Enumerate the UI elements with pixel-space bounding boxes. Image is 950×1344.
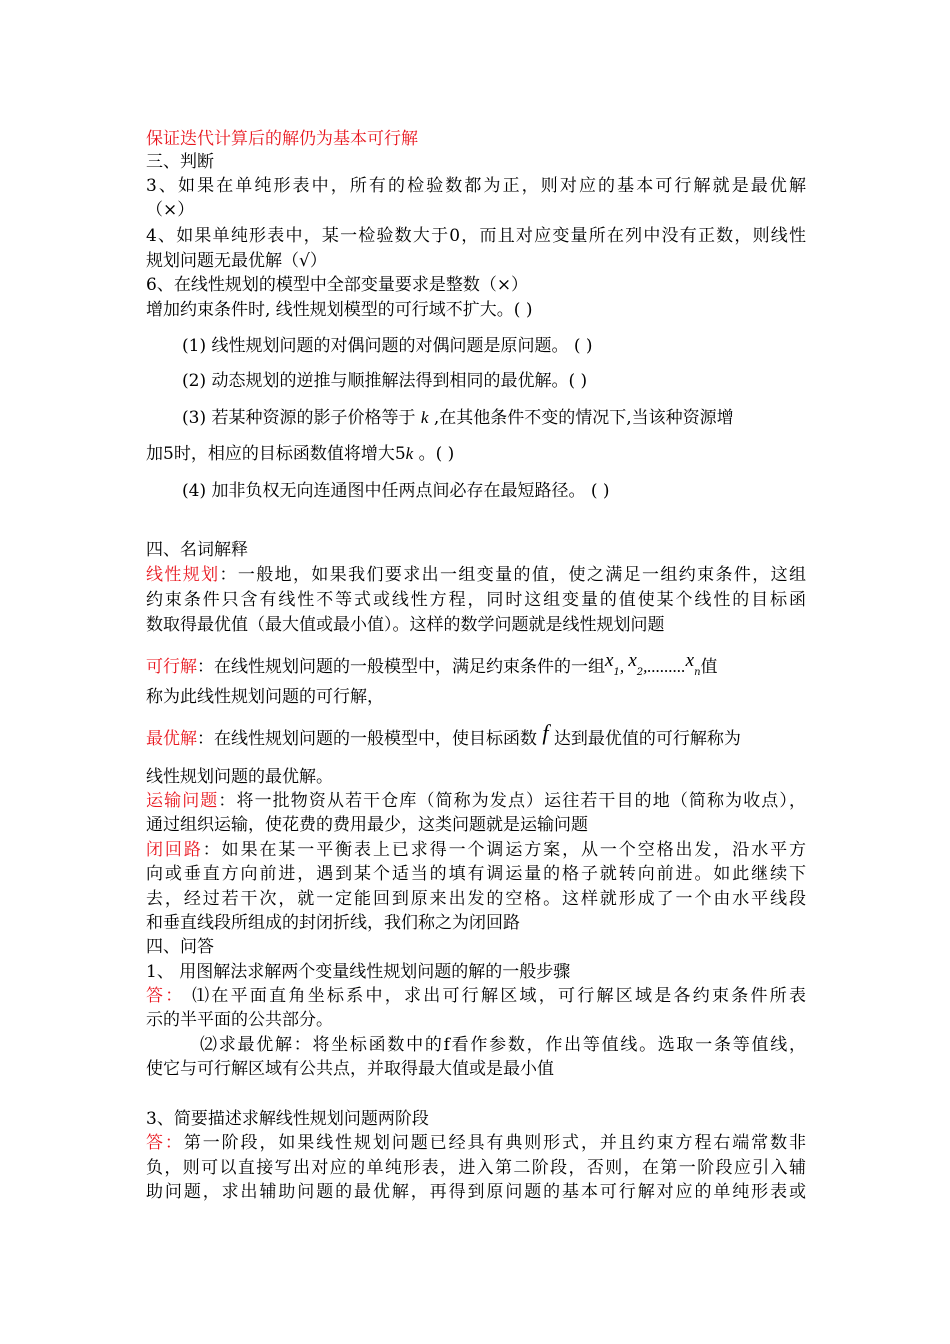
f-symbol: f: [542, 720, 549, 745]
term-transport-cont: 通过组织运输，使花费的费用最少，这类问题就是运输问题: [146, 815, 588, 835]
judge-sub-1: (1) 线性规划问题的对偶问题的对偶问题是原问题。 ( ): [182, 336, 593, 356]
term-label-optimal: 最优解: [146, 729, 197, 749]
judge-item-4-cont: 规划问题无最优解（√）: [146, 251, 327, 271]
k-symbol: k: [420, 408, 429, 427]
term-lp-cont1: 约束条件只含有线性不等式或线性方程，同时这组变量的值使某个线性的目标函: [146, 590, 806, 610]
section-heading-judge: 三、判断: [146, 152, 214, 172]
answer-red-line: 保证迭代计算后的解仍为基本可行解: [146, 129, 418, 149]
judge-sub-2: (2) 动态规划的逆推与顺推解法得到相同的最优解。( ): [182, 371, 588, 391]
term-lp: 线性规划：一般地，如果我们要求出一组变量的值，使之满足一组约束条件，这组: [146, 565, 807, 585]
judge-sub-3-cont: 加5时，相应的目标函数值将增大5k 。( ): [146, 444, 455, 464]
judge-item-constraint: 增加约束条件时, 线性规划模型的可行域不扩大。( ): [146, 300, 533, 320]
term-lp-cont2: 数取得最优值（最大值或最小值）。这样的数学问题就是线性规划问题: [146, 615, 665, 635]
qa-answer-3-cont1: 负，则可以直接写出对应的单纯形表，进入第二阶段，否则，在第一阶段应引入辅: [146, 1158, 806, 1178]
k-symbol: k: [405, 444, 414, 463]
qa-answer-3-cont2: 助问题，求出辅助问题的最优解，再得到原问题的基本可行解对应的单纯形表或: [146, 1182, 806, 1202]
term-label-feasible: 可行解: [146, 657, 197, 677]
judge-item-3: 3、如果在单纯形表中，所有的检验数都为正，则对应的基本可行解就是最优解: [146, 176, 806, 196]
answer-label: 答：: [146, 1133, 184, 1153]
term-loop-cont2: 去，经过若干次，就一定能回到原来出发的空格。这样就形成了一个由水平线段: [146, 889, 806, 909]
section-heading-terms: 四、名词解释: [146, 540, 248, 560]
qa-question-3: 3、简要描述求解线性规划问题两阶段: [146, 1109, 429, 1129]
term-loop-cont3: 和垂直线段所组成的封闭折线，我们称之为闭回路: [146, 913, 520, 933]
qa-answer-3: 答：第一阶段，如果线性规划问题已经具有典则形式，并且约束方程右端常数非: [146, 1133, 807, 1153]
section-heading-qa: 四、问答: [146, 937, 214, 957]
judge-sub-3: (3) 若某种资源的影子价格等于 k ,在其他条件不变的情况下,当该种资源增: [182, 408, 734, 428]
term-optimal: 最优解：在线性规划问题的一般模型中，使目标函数 f 达到最优值的可行解称为: [146, 720, 741, 749]
judge-sub-4: (4) 加非负权无向连通图中任两点间必存在最短路径。 ( ): [182, 481, 610, 501]
term-label-transport: 运输问题: [146, 791, 219, 811]
qa-answer-1: 答： ⑴在平面直角坐标系中，求出可行解区域，可行解区域是各约束条件所表: [146, 986, 807, 1006]
term-feasible: 可行解：在线性规划问题的一般模型中，满足约束条件的一组$x_1$, $x_2,.........x_n$值: [146, 650, 718, 678]
judge-item-6: 6、在线性规划的模型中全部变量要求是整数（×）: [146, 275, 529, 295]
term-label-lp: 线性规划: [146, 565, 220, 585]
qa-question-1: 1、 用图解法求解两个变量线性规划问题的解的一般步骤: [146, 962, 571, 982]
qa-answer-1-step2-cont: 使它与可行解区域有公共点，并取得最大值或是最小值: [146, 1059, 554, 1079]
term-transport: 运输问题：将一批物资从若干仓库（简称为发点）运往若干目的地（简称为收点），: [146, 791, 807, 811]
answer-label: 答：: [146, 986, 185, 1006]
qa-answer-1-step2: ⑵求最优解：将坐标函数中的f看作参数，作出等值线。选取一条等值线，: [200, 1035, 806, 1055]
term-label-loop: 闭回路: [146, 840, 203, 860]
term-loop: 闭回路：如果在某一平衡表上已求得一个调运方案，从一个空格出发，沿水平方: [146, 840, 807, 860]
term-loop-cont1: 向或垂直方向前进，遇到某个适当的填有调运量的格子就转向前进。如此继续下: [146, 864, 806, 884]
judge-item-4: 4、如果单纯形表中，某一检验数大于0，而且对应变量所在列中没有正数，则线性: [146, 226, 806, 246]
term-optimal-cont: 线性规划问题的最优解。: [146, 767, 333, 787]
judge-item-3-answer: （×）: [146, 200, 195, 220]
qa-answer-1-cont: 示的半平面的公共部分。: [146, 1010, 333, 1030]
term-feasible-cont: 称为此线性规划问题的可行解，: [146, 687, 384, 707]
